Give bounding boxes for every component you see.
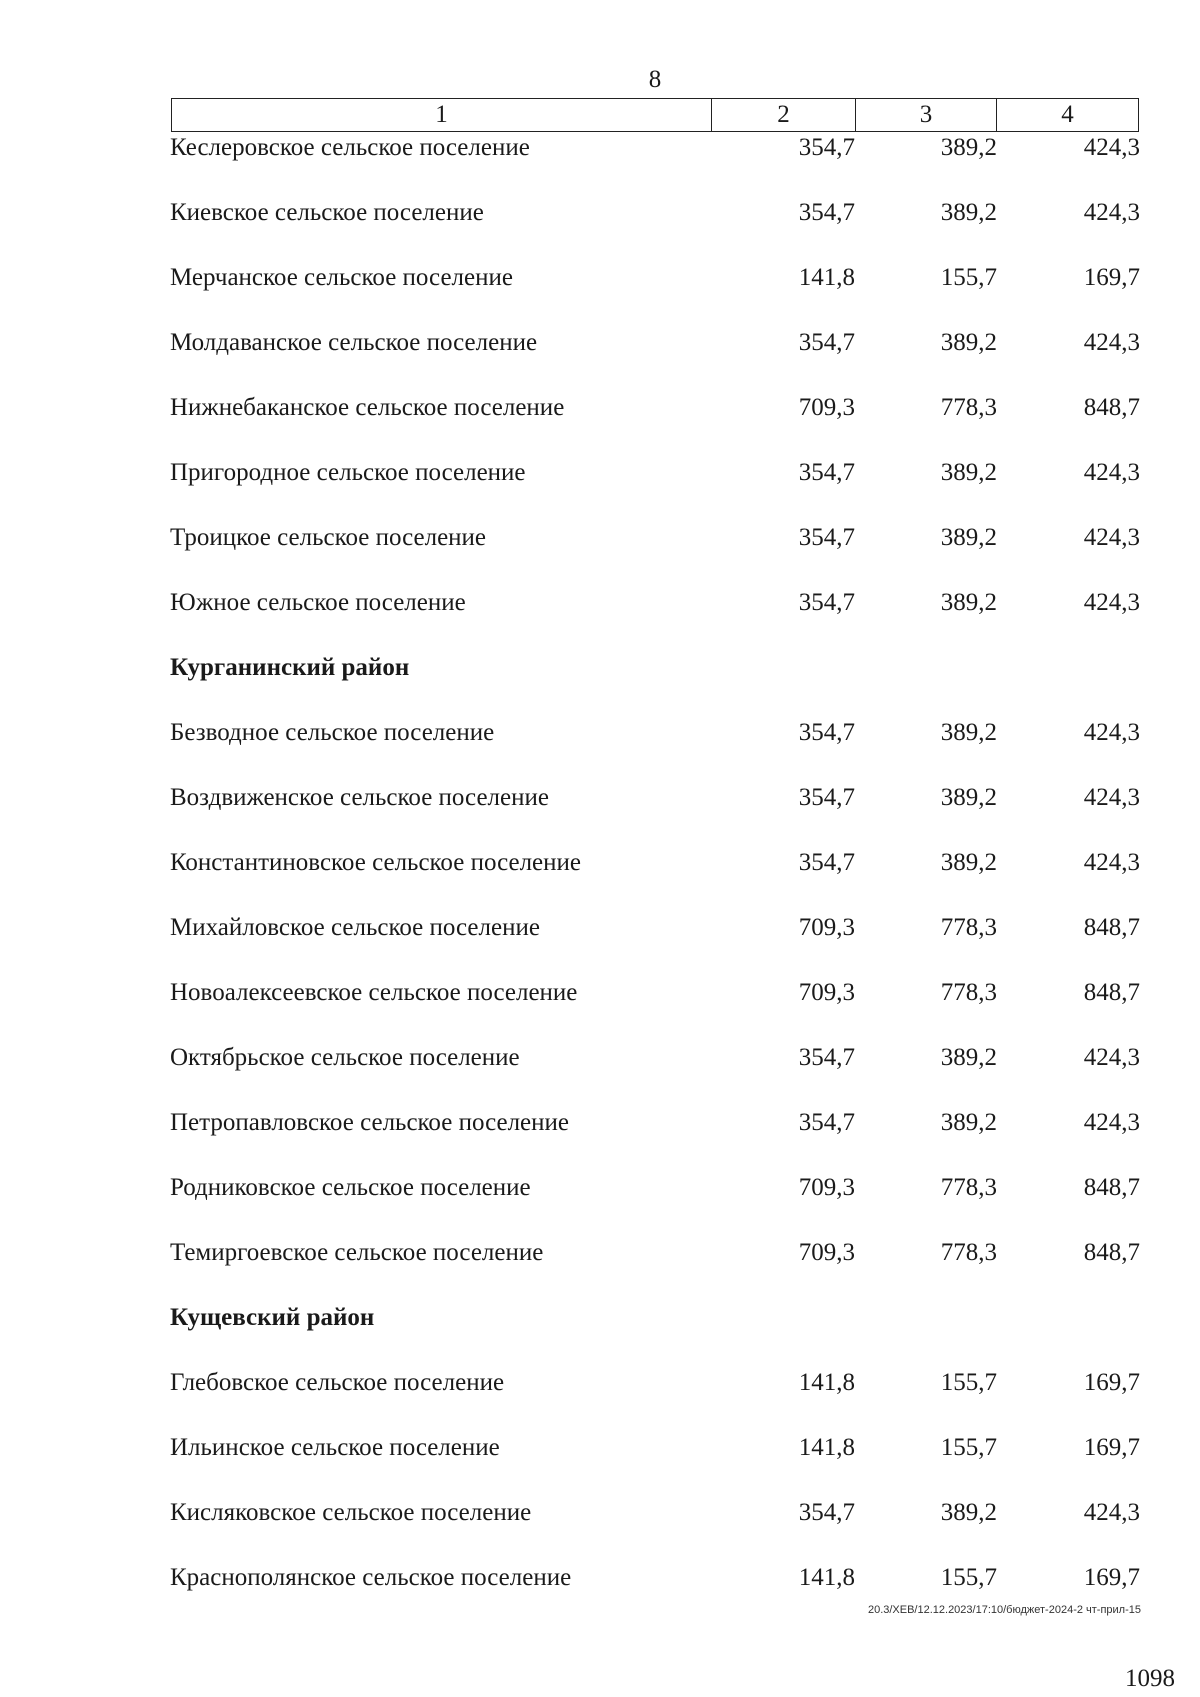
value-col-3: 155,7 [940,1564,997,1591]
value-col-3: 389,2 [940,719,997,746]
value-col-4: 848,7 [1083,1174,1140,1201]
value-col-3: 389,2 [940,199,997,226]
value-col-4: 424,3 [1083,719,1140,746]
settlement-name: Троицкое сельское поселение [170,524,487,551]
value-col-2: 354,7 [798,1044,855,1071]
value-col-2: 354,7 [798,719,855,746]
settlement-name: Глебовское сельское поселение [170,1369,505,1396]
settlement-name: Михайловское сельское поселение [170,914,540,941]
value-col-2: 141,8 [798,1564,855,1591]
value-col-4: 424,3 [1083,849,1140,876]
settlement-name: Новоалексеевское сельское поселение [170,979,578,1006]
value-col-2: 354,7 [798,524,855,551]
value-col-2: 354,7 [798,459,855,486]
table-row [0,1562,1200,1627]
value-col-3: 778,3 [940,979,997,1006]
table-row [0,977,1200,1042]
value-col-4: 424,3 [1083,459,1140,486]
value-col-2: 354,7 [798,589,855,616]
value-col-3: 778,3 [940,1239,997,1266]
value-col-4: 848,7 [1083,914,1140,941]
header-col-2: 2 [712,99,856,131]
table-row [0,262,1200,327]
value-col-3: 389,2 [940,1109,997,1136]
table-row [0,197,1200,262]
value-col-4: 169,7 [1083,1369,1140,1396]
table-row [0,1237,1200,1302]
value-col-2: 141,8 [798,1434,855,1461]
value-col-4: 424,3 [1083,1109,1140,1136]
value-col-3: 389,2 [940,524,997,551]
table-row [0,1107,1200,1172]
value-col-2: 709,3 [798,979,855,1006]
value-col-2: 354,7 [798,199,855,226]
value-col-2: 354,7 [798,134,855,161]
value-col-4: 424,3 [1083,329,1140,356]
table-row [0,327,1200,392]
table-row [0,1042,1200,1107]
section-heading: Курганинский район [170,654,410,681]
value-col-4: 424,3 [1083,784,1140,811]
value-col-4: 848,7 [1083,394,1140,421]
header-col-4: 4 [1061,101,1074,128]
value-col-4: 424,3 [1083,1044,1140,1071]
value-col-2: 354,7 [798,849,855,876]
section-heading-row [0,1302,1200,1367]
settlement-name: Южное сельское поселение [170,589,466,616]
settlement-name: Темиргоевское сельское поселение [170,1239,544,1266]
table-row [0,847,1200,912]
value-col-4: 424,3 [1083,589,1140,616]
settlement-name: Воздвиженское сельское поселение [170,784,549,811]
settlement-name: Краснополянское сельское поселение [170,1564,572,1591]
value-col-4: 169,7 [1083,1564,1140,1591]
settlement-name: Ильинское сельское поселение [170,1434,500,1461]
header-col-3: 3 [856,99,997,131]
settlement-name: Нижнебаканское сельское поселение [170,394,565,421]
value-col-2: 354,7 [798,1499,855,1526]
value-col-3: 389,2 [940,1044,997,1071]
document-code: 20.3/ХЕВ/12.12.2023/17:10/бюджет-2024-2 чт-прил-15 [867,1604,1141,1616]
settlement-name: Кеслеровское сельское поселение [170,134,530,161]
settlement-name: Петропавловское сельское поселение [170,1109,570,1136]
table-row [0,1497,1200,1562]
table-row [0,392,1200,457]
table-row [0,912,1200,977]
table-row [0,522,1200,587]
value-col-2: 141,8 [798,1369,855,1396]
value-col-2: 709,3 [798,1174,855,1201]
settlement-name: Безводное сельское поселение [170,719,495,746]
settlement-name: Молдаванское сельское поселение [170,329,538,356]
value-col-3: 778,3 [940,1174,997,1201]
sheet-number: 1098 [1125,1665,1175,1692]
page-number: 8 [648,66,662,93]
table-body [0,132,1200,1627]
value-col-2: 709,3 [798,914,855,941]
value-col-3: 389,2 [940,784,997,811]
value-col-3: 389,2 [940,134,997,161]
value-col-4: 169,7 [1083,1434,1140,1461]
value-col-2: 354,7 [798,329,855,356]
value-col-2: 709,3 [798,394,855,421]
value-col-3: 389,2 [940,329,997,356]
value-col-4: 424,3 [1083,199,1140,226]
section-heading: Кущевский район [170,1304,375,1331]
value-col-2: 354,7 [798,1109,855,1136]
value-col-3: 389,2 [940,1499,997,1526]
value-col-3: 778,3 [940,394,997,421]
table-row [0,1367,1200,1432]
value-col-4: 169,7 [1083,264,1140,291]
value-col-2: 709,3 [798,1239,855,1266]
table-header [171,98,1139,132]
value-col-4: 848,7 [1083,1239,1140,1266]
table-row [0,132,1200,197]
settlement-name: Константиновское сельское поселение [170,849,581,876]
settlement-name: Мерчанское сельское поселение [170,264,513,291]
table-row [0,1172,1200,1237]
settlement-name: Родниковское сельское поселение [170,1174,531,1201]
value-col-3: 155,7 [940,1369,997,1396]
value-col-4: 424,3 [1083,1499,1140,1526]
table-row [0,1432,1200,1497]
table-row [0,782,1200,847]
table-row [0,457,1200,522]
value-col-3: 389,2 [940,849,997,876]
value-col-4: 424,3 [1083,524,1140,551]
value-col-3: 389,2 [940,589,997,616]
settlement-name: Пригородное сельское поселение [170,459,526,486]
settlement-name: Октябрьское сельское поселение [170,1044,520,1071]
value-col-3: 389,2 [940,459,997,486]
value-col-2: 354,7 [798,784,855,811]
header-col-1: 1 [172,99,712,131]
table-row [0,717,1200,782]
value-col-4: 848,7 [1083,979,1140,1006]
settlement-name: Кисляковское сельское поселение [170,1499,532,1526]
value-col-3: 155,7 [940,1434,997,1461]
section-heading-row [0,652,1200,717]
table-row [0,587,1200,652]
value-col-3: 155,7 [940,264,997,291]
value-col-3: 778,3 [940,914,997,941]
value-col-4: 424,3 [1083,134,1140,161]
settlement-name: Киевское сельское поселение [170,199,484,226]
value-col-2: 141,8 [798,264,855,291]
